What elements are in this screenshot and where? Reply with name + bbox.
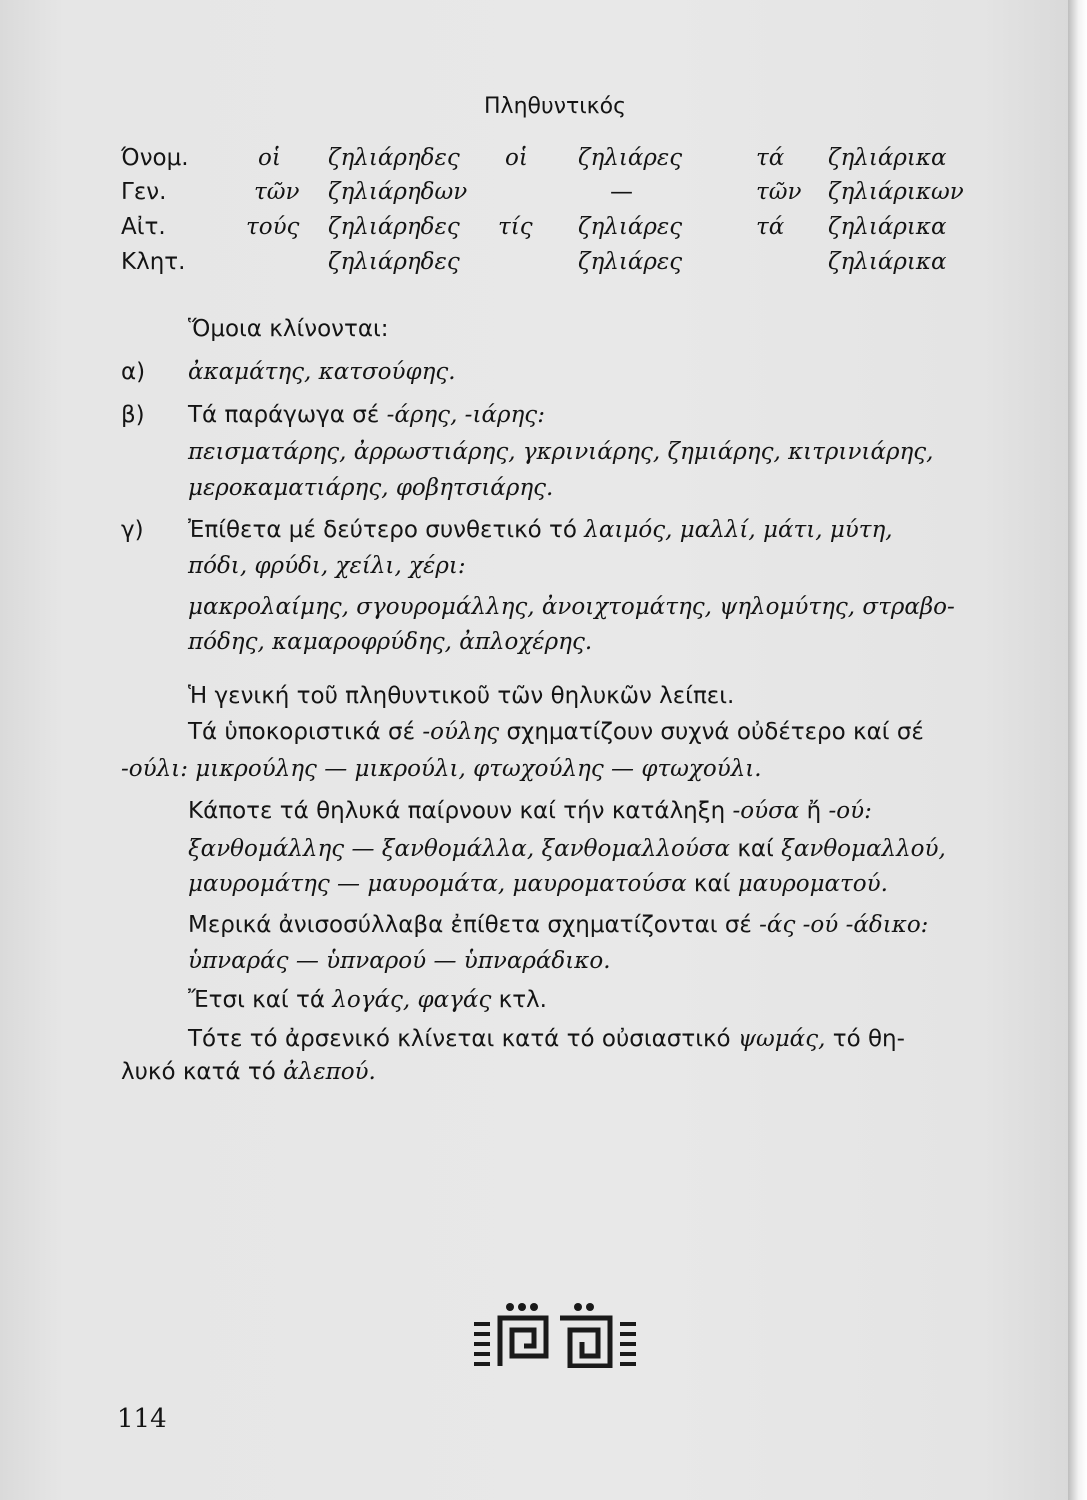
list-item-c-examples: πόδης, καμαροφρύδης, ἀπλοχέρης. <box>188 629 593 655</box>
paragraph-genitive: Ἡ γενική τοῦ πληθυντικοῦ τῶν θηλυκῶν λείπει. <box>188 683 735 709</box>
neut-form: ζηλιάρικα <box>828 214 947 240</box>
fem-form: ζηλιάρες <box>578 214 683 240</box>
paragraph-similar: Ἔτσι καί τά λογάς, φαγάς κτλ. <box>188 987 547 1013</box>
similar-intro: Ὅμοια κλίνονται: <box>188 316 389 342</box>
list-label-b: β) <box>121 402 145 428</box>
masc-form: ζηλιάρηδες <box>328 214 460 240</box>
list-item-c-intro: Ἐπίθετα μέ δεύτερο συνθετικό τό λαιμός, μαλλί, μάτι, μύτη, <box>188 517 893 543</box>
paragraph-feminine-example: ξανθομάλλης — ξανθομάλλα, ξανθομαλλούσα καί ξανθομαλλού, <box>188 836 946 862</box>
neut-form: ζηλιάρικων <box>828 179 964 205</box>
paragraph-anisosyllabic-example: ὑπναράς — ὑπναρού — ὑπναράδικο. <box>188 948 611 974</box>
list-item-c-examples: μακρολαίμης, σγουρομάλλης, ἀνοιχτομάτης, ψηλομύτης, στραβο- <box>188 594 955 620</box>
list-item-c-words: πόδι, φρύδι, χείλι, χέρι: <box>188 553 466 579</box>
paragraph-feminine-endings: Κάποτε τά θηλυκά παίρνουν καί τήν κατάληξη -ούσα ἤ -ού: <box>188 798 872 824</box>
list-item-b-examples: πεισματάρης, ἀρρωστιάρης, γκρινιάρης, ζημιάρης, κιτρινιάρης, <box>188 439 934 465</box>
paragraph-feminine-example: μαυρομάτης — μαυρομάτα, μαυροματούσα καί μαυροματού. <box>188 871 888 897</box>
list-item-a: ἀκαμάτης, κατσούφης. <box>188 359 456 385</box>
neut-article: τά <box>756 145 785 171</box>
fem-article: — <box>610 179 633 205</box>
masc-form: ζηλιάρηδων <box>328 179 468 205</box>
neut-form: ζηλιάρικα <box>828 145 947 171</box>
masc-form: ζηλιάρηδες <box>328 145 460 171</box>
paragraph-diminutives-examples: -ούλι: μικρούλης — μικρούλι, φτωχούλης — φτωχούλι. <box>121 756 762 782</box>
paragraph-diminutives: Τά ὑποκοριστικά σέ -ούλης σχηματίζουν συχνά οὐδέτερο καί σέ <box>188 719 924 745</box>
page-heading: Πληθυντικός <box>484 94 627 119</box>
masc-article: τούς <box>246 214 300 240</box>
paragraph-declension-note: λυκό κατά τό ἀλεπού. <box>121 1059 376 1085</box>
fem-article: οἱ <box>505 145 528 171</box>
fem-form: ζηλιάρες <box>578 249 683 275</box>
list-item-b-examples: μεροκαματιάρης, φοβητσιάρης. <box>188 475 554 501</box>
case-label: Κλητ. <box>121 249 186 275</box>
masc-form: ζηλιάρηδες <box>328 249 460 275</box>
neut-article: τῶν <box>756 179 802 205</box>
case-label: Αἰτ. <box>121 214 166 240</box>
list-label-a: α) <box>121 359 146 385</box>
page-number: 114 <box>117 1404 167 1434</box>
neut-article: τά <box>756 214 785 240</box>
list-label-c: γ) <box>121 517 144 543</box>
list-item-b-intro: Τά παράγωγα σέ -άρης, -ιάρης: <box>188 402 545 428</box>
neut-form: ζηλιάρικα <box>828 249 947 275</box>
case-label: Γεν. <box>121 179 167 205</box>
fem-form: ζηλιάρες <box>578 145 683 171</box>
case-label: Όνομ. <box>121 145 189 171</box>
paragraph-declension-note: Τότε τό ἀρσενικό κλίνεται κατά τό οὐσιαστικό ψωμάς, τό θη- <box>188 1026 905 1052</box>
meander-ornament-icon <box>470 1302 640 1368</box>
masc-article: τῶν <box>254 179 300 205</box>
fem-article: τίς <box>498 214 533 240</box>
page-edge <box>1068 0 1087 1500</box>
paragraph-anisosyllabic: Μερικά ἀνισοσύλλαβα ἐπίθετα σχηματίζονται σέ -άς -ού -άδικο: <box>188 912 929 938</box>
masc-article: οἱ <box>258 145 281 171</box>
